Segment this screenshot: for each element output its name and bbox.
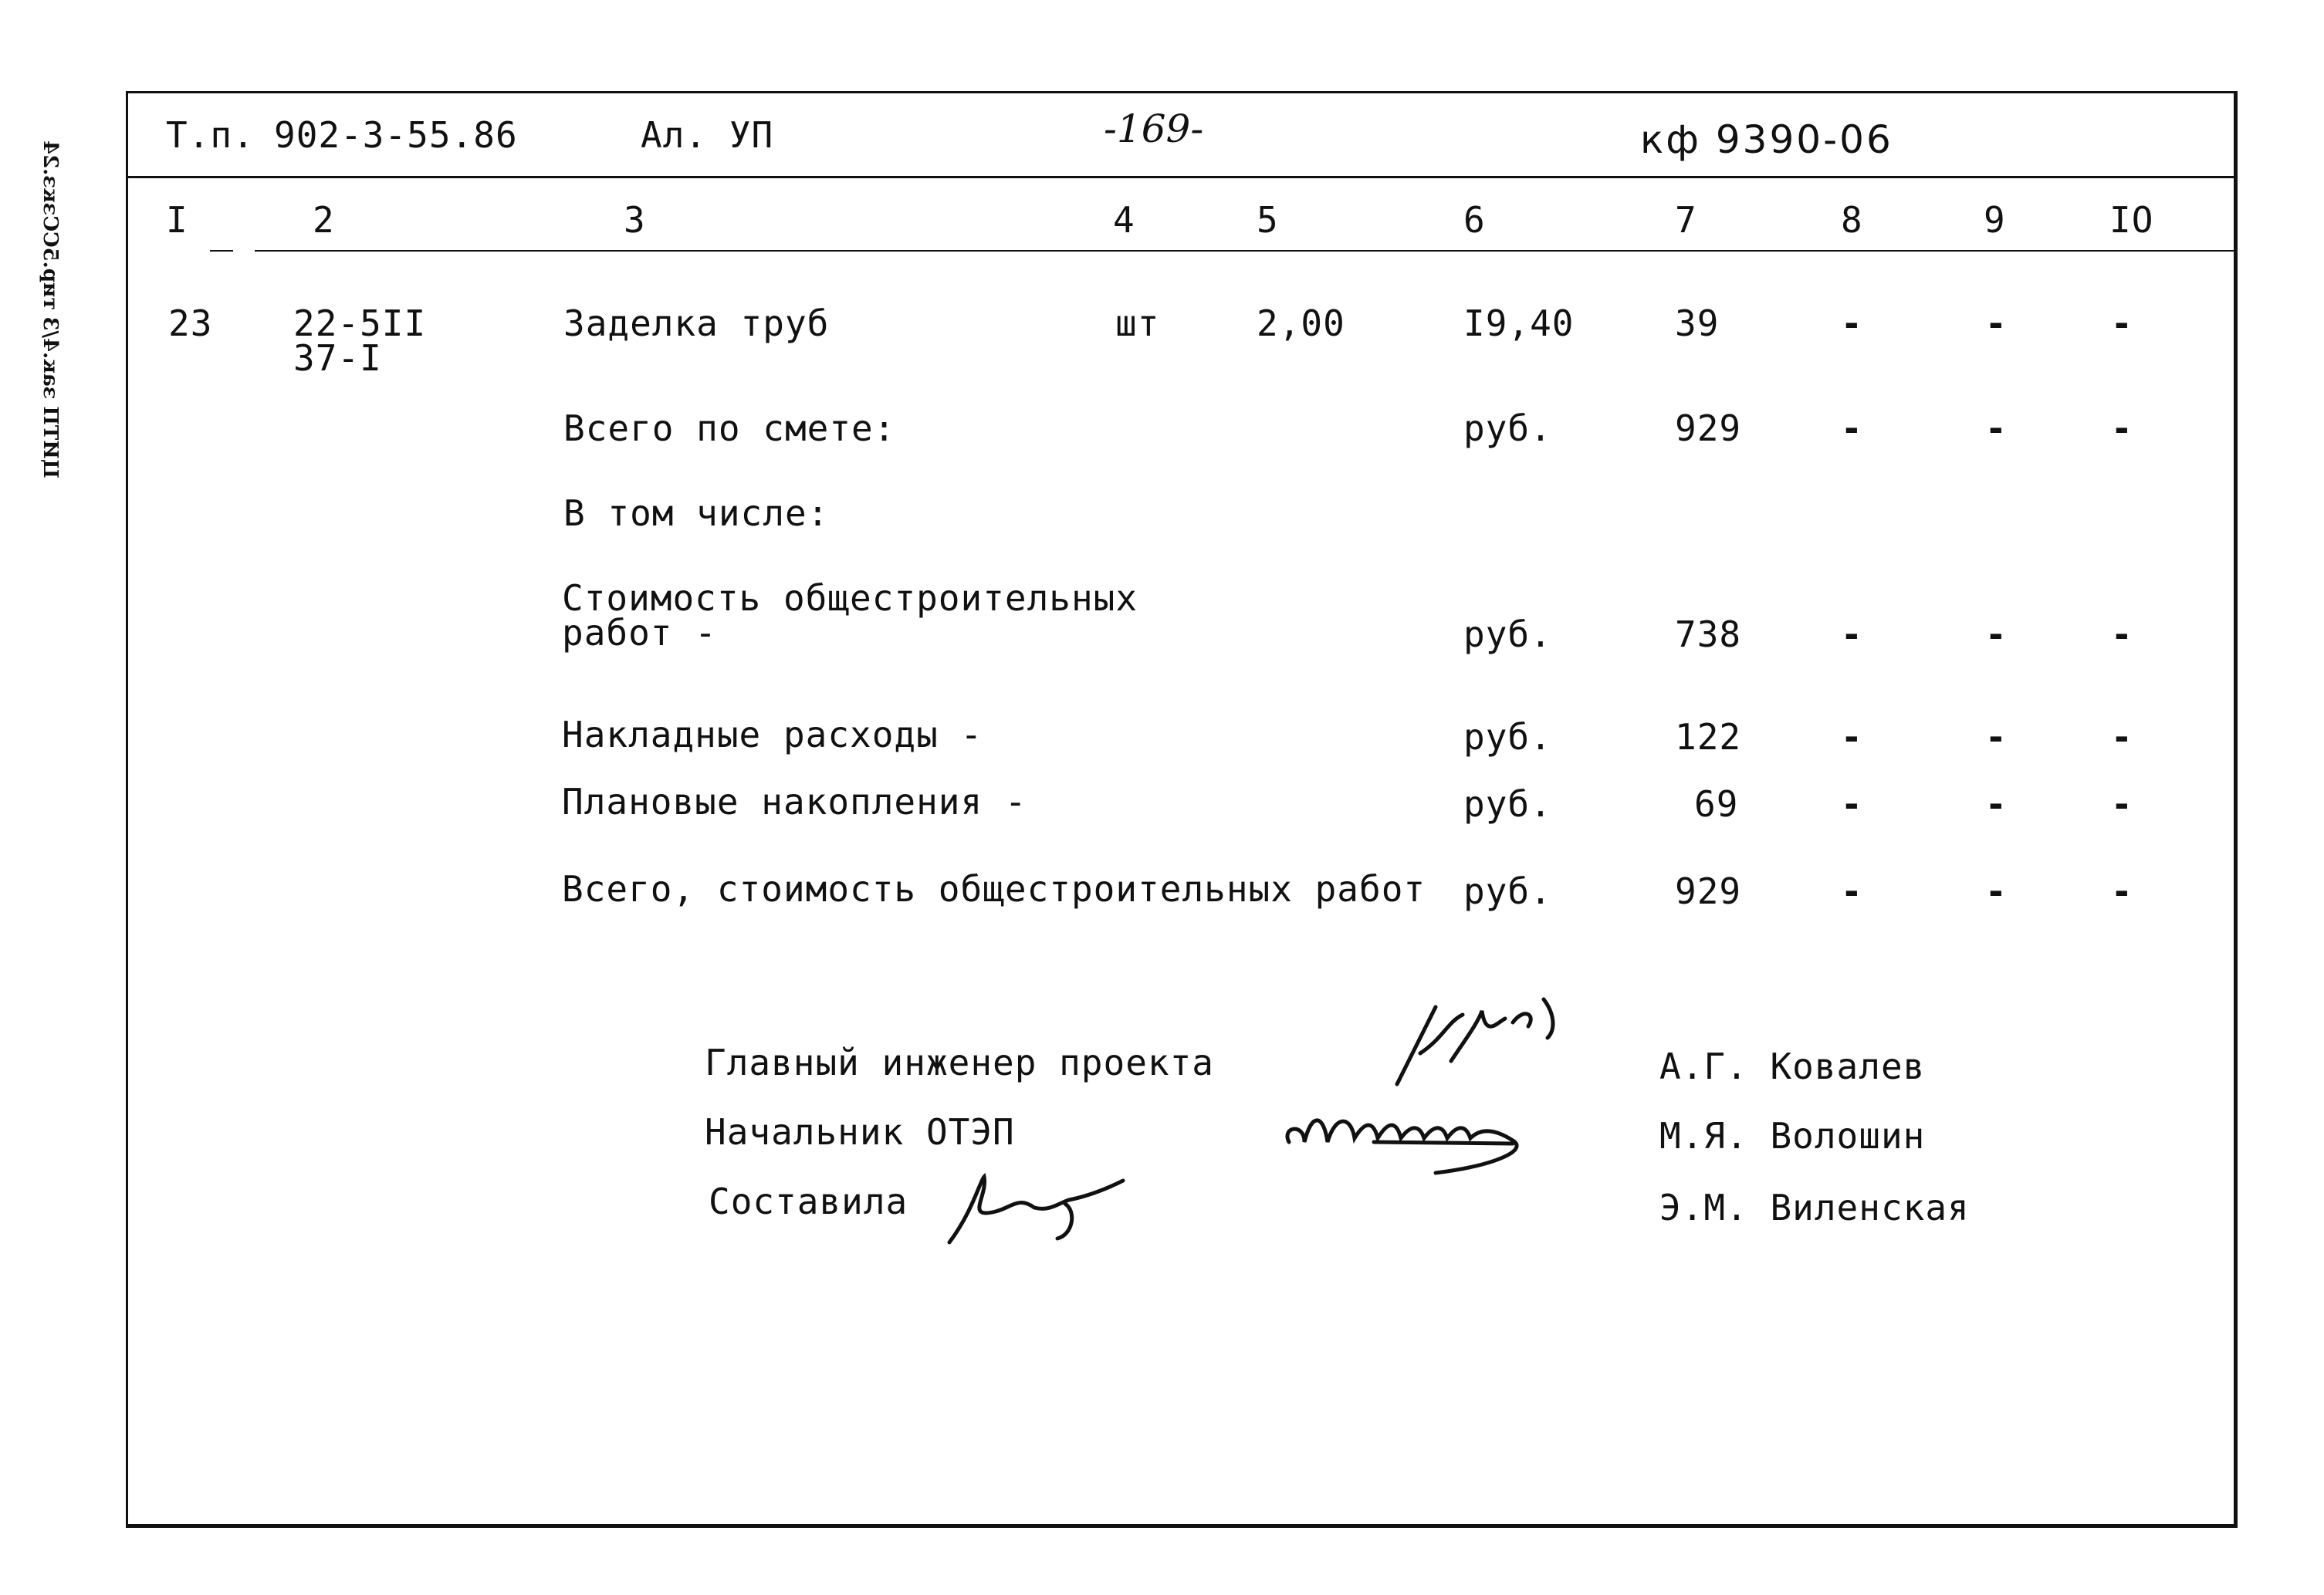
- total-col9: -: [1985, 407, 2007, 449]
- col-header-7: 7: [1675, 199, 1697, 241]
- margin-stamp: ЦИТП зак.4/3 тир.5ССзкз.24: [39, 140, 62, 478]
- col-header-8: 8: [1841, 199, 1863, 241]
- grand-col8: -: [1841, 870, 1862, 912]
- row-name: Заделка труб: [563, 302, 830, 344]
- department-head-title: Начальник ОТЭП: [705, 1111, 1015, 1153]
- compiler-name: Э.М. Виленская: [1659, 1187, 1970, 1228]
- planned-value: 69: [1694, 783, 1739, 825]
- row-total: 39: [1675, 302, 1720, 344]
- construction-col10: -: [2111, 613, 2133, 655]
- total-unit: руб.: [1463, 407, 1552, 449]
- row-col8: -: [1841, 302, 1862, 344]
- row-col10: -: [2111, 302, 2133, 344]
- overhead-unit: руб.: [1463, 716, 1552, 758]
- total-col10: -: [2111, 407, 2133, 449]
- col-header-4: 4: [1113, 199, 1135, 241]
- construction-label-line1: Стоимость общестроительных: [562, 577, 1138, 619]
- album-label: Ал. УП: [641, 114, 774, 156]
- page-number: -169-: [1104, 106, 1204, 151]
- columns-divider-left: [210, 250, 233, 252]
- total-label: Всего по смете:: [563, 407, 896, 449]
- col-header-6: 6: [1463, 199, 1486, 241]
- tp-number: 902-3-55.86: [274, 114, 518, 156]
- overhead-col10: -: [2111, 716, 2133, 758]
- grand-total-label: Всего, стоимость общестроительных работ: [562, 868, 1426, 910]
- department-head-signature: [1281, 1096, 1590, 1181]
- row-col9: -: [1985, 302, 2007, 344]
- overhead-label: Накладные расходы -: [562, 714, 983, 755]
- row-number: 23: [168, 302, 213, 344]
- document-frame: [126, 91, 2238, 1528]
- overhead-col9: -: [1985, 716, 2007, 758]
- chief-engineer-name: А.Г. Ковалев: [1659, 1046, 1926, 1087]
- department-head-name: М.Я. Волошин: [1659, 1115, 1926, 1157]
- header-divider: [126, 176, 2235, 178]
- col-header-3: 3: [624, 199, 646, 241]
- tp-label: Т.п.: [166, 114, 255, 156]
- construction-unit: руб.: [1463, 613, 1552, 655]
- col-header-1: I: [166, 199, 188, 241]
- col-header-2: 2: [313, 199, 335, 241]
- planned-col10: -: [2111, 783, 2133, 825]
- row-unit: шт: [1115, 302, 1160, 344]
- col-header-10: IO: [2109, 199, 2154, 241]
- overhead-value: 122: [1675, 716, 1742, 758]
- grand-total-unit: руб.: [1463, 870, 1552, 912]
- compiler-title: Составила: [709, 1181, 908, 1222]
- grand-col10: -: [2111, 870, 2133, 912]
- total-col8: -: [1841, 407, 1862, 449]
- grand-total-value: 929: [1675, 870, 1742, 912]
- construction-col9: -: [1985, 613, 2007, 655]
- chief-signature: [1389, 992, 1567, 1092]
- planned-col8: -: [1841, 783, 1862, 825]
- chief-engineer-title: Главный инженер проекта: [705, 1042, 1214, 1083]
- row-qty: 2,00: [1257, 302, 1345, 344]
- col-header-9: 9: [1984, 199, 2006, 241]
- planned-label: Плановые накопления -: [562, 781, 1027, 823]
- document-code: кф 9390-06: [1640, 117, 1893, 162]
- construction-value: 738: [1675, 613, 1742, 655]
- columns-divider: [255, 250, 2235, 252]
- planned-unit: руб.: [1463, 783, 1552, 825]
- planned-col9: -: [1985, 783, 2007, 825]
- row-code-line1: 22-5II: [293, 302, 427, 344]
- compiler-signature: [942, 1165, 1127, 1250]
- row-price: I9,40: [1463, 302, 1575, 344]
- construction-label-line2: работ -: [562, 612, 717, 654]
- construction-col8: -: [1841, 613, 1862, 655]
- overhead-col8: -: [1841, 716, 1862, 758]
- total-value: 929: [1675, 407, 1742, 449]
- col-header-5: 5: [1257, 199, 1279, 241]
- including-label: В том числе:: [563, 492, 830, 534]
- grand-col9: -: [1985, 870, 2007, 912]
- row-code-line2: 37-I: [293, 337, 382, 379]
